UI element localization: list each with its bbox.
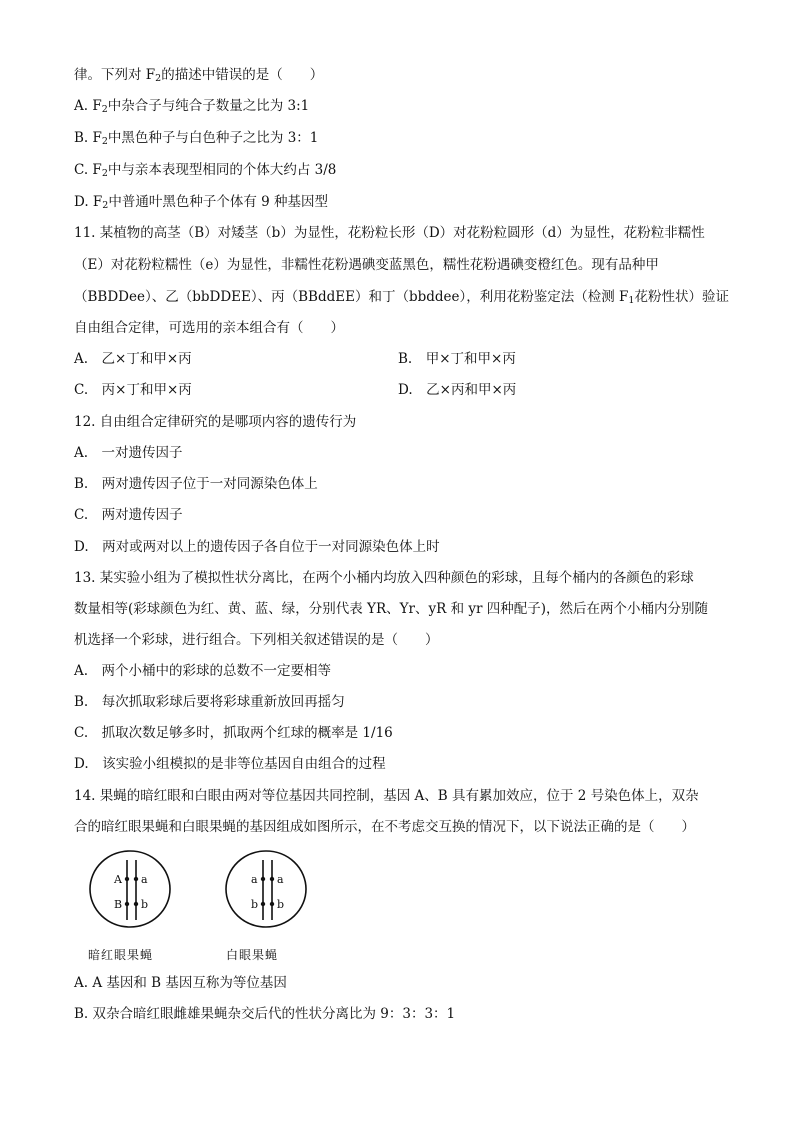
q10-option-d: D. $F_2$中普通叶黑色种子个体有 9 种基因型 [74, 194, 329, 211]
q10-option-a: A. $F_2$中杂合子与纯合子数量之比为 3:1 [74, 98, 310, 115]
gene-label: b [141, 898, 149, 911]
q11-stem-line2: （E）对花粉粒糯性（e）为显性，非糯性花粉遇碘变蓝黑色，糯性花粉遇碘变橙红色。现有品种甲 [74, 257, 659, 273]
q12-option-b: B. 两对遗传因子位于一对同源染色体上 [74, 476, 318, 492]
q14-stem-line1: 14. 果蝇的暗红眼和白眼由两对等位基因共同控制，基因 A、B 具有累加效应，位于 2 号染色体上，双杂 [74, 788, 699, 804]
q11-stem-line3: （BBDDee）、乙（bbDDEE）、丙（BBddEE）和丁（bbddee），利用花粉鉴定法（检测 $F_1$花粉性状）验证 [74, 289, 729, 306]
figure-caption-white: 白眼果蝇 [226, 948, 279, 962]
q13-stem-line2: 数量相等(彩球颜色为红、黄、蓝、绿，分别代表 YR、Yr、yR 和 yr 四种配子)，然后在两个小桶内分别随 [74, 601, 709, 617]
gene-label: a [141, 873, 148, 886]
q12-option-a: A. 一对遗传因子 [74, 445, 183, 461]
gene-locus-marker [125, 877, 129, 881]
q11-stem-line1: 11. 某植物的高茎（B）对矮茎（b）为显性，花粉粒长形（D）对花粉粒圆形（d）为显性，花粉粒非糯性 [74, 225, 705, 241]
gene-label: A [114, 873, 122, 886]
q14-stem-line2: 合的暗红眼果蝇和白眼果蝇的基因组成如图所示，在不考虑交互换的情况下，以下说法正确的是（ ） [74, 819, 695, 835]
q11-option-c: C. 丙×丁和甲×丙 [74, 382, 192, 398]
q13-option-d: D. 该实验小组模拟的是非等位基因自由组合的过程 [74, 756, 386, 772]
q13-option-b: B. 每次抓取彩球后要将彩球重新放回再摇匀 [74, 694, 345, 710]
q10-stem-tail: 律。下列对 $F_2$的描述中错误的是（ ） [74, 67, 324, 84]
gene-locus-marker [125, 902, 129, 906]
q11-stem-line4: 自由组合定律，可选用的亲本组合有（ ） [74, 320, 344, 336]
q12-option-c: C. 两对遗传因子 [74, 507, 183, 523]
white-eye-cell [226, 851, 306, 927]
gene-label: a [251, 873, 258, 886]
q13-option-c: C. 抓取次数足够多时，抓取两个红球的概率是 1/16 [74, 725, 393, 741]
q14-option-b: B. 双杂合暗红眼雌雄果蝇杂交后代的性状分离比为 9：3：3：1 [74, 1006, 456, 1022]
gene-label: a [277, 873, 284, 886]
q13-option-a: A. 两个小桶中的彩球的总数不一定要相等 [74, 663, 332, 679]
figure-caption-dark-red: 暗红眼果蝇 [88, 948, 154, 962]
q12-stem: 12. 自由组合定律研究的是哪项内容的遗传行为 [74, 414, 357, 430]
q11-option-a: A. 乙×丁和甲×丙 [74, 351, 192, 367]
gene-locus-marker [270, 902, 274, 906]
q13-stem-line3: 机选择一个彩球，进行组合。下列相关叙述错误的是（ ） [74, 632, 439, 648]
cell-outline [226, 851, 306, 927]
q11-option-d: D. 乙×丙和甲×丙 [398, 382, 517, 398]
q10-option-b: B. $F_2$中黑色种子与白色种子之比为 3：1 [74, 130, 319, 147]
q14-option-a: A. A 基因和 B 基因互称为等位基因 [74, 975, 287, 991]
gene-locus-marker [261, 877, 265, 881]
gene-label: b [277, 898, 285, 911]
q11-option-b: B. 甲×丁和甲×丙 [398, 351, 516, 367]
dark-red-eye-cell [90, 851, 170, 927]
gene-locus-marker [261, 902, 265, 906]
gene-locus-marker [134, 902, 138, 906]
gene-locus-marker [134, 877, 138, 881]
gene-locus-marker [270, 877, 274, 881]
q10-option-c: C. $F_2$中与亲本表现型相同的个体大约占 3/8 [74, 162, 337, 179]
cell-outline [90, 851, 170, 927]
q13-stem-line1: 13. 某实验小组为了模拟性状分离比，在两个小桶内均放入四种颜色的彩球，且每个桶内的各颜色的彩球 [74, 570, 694, 586]
gene-label: b [251, 898, 259, 911]
q12-option-d: D. 两对或两对以上的遗传因子各自位于一对同源染色体上时 [74, 539, 440, 555]
gene-label: B [114, 898, 123, 911]
